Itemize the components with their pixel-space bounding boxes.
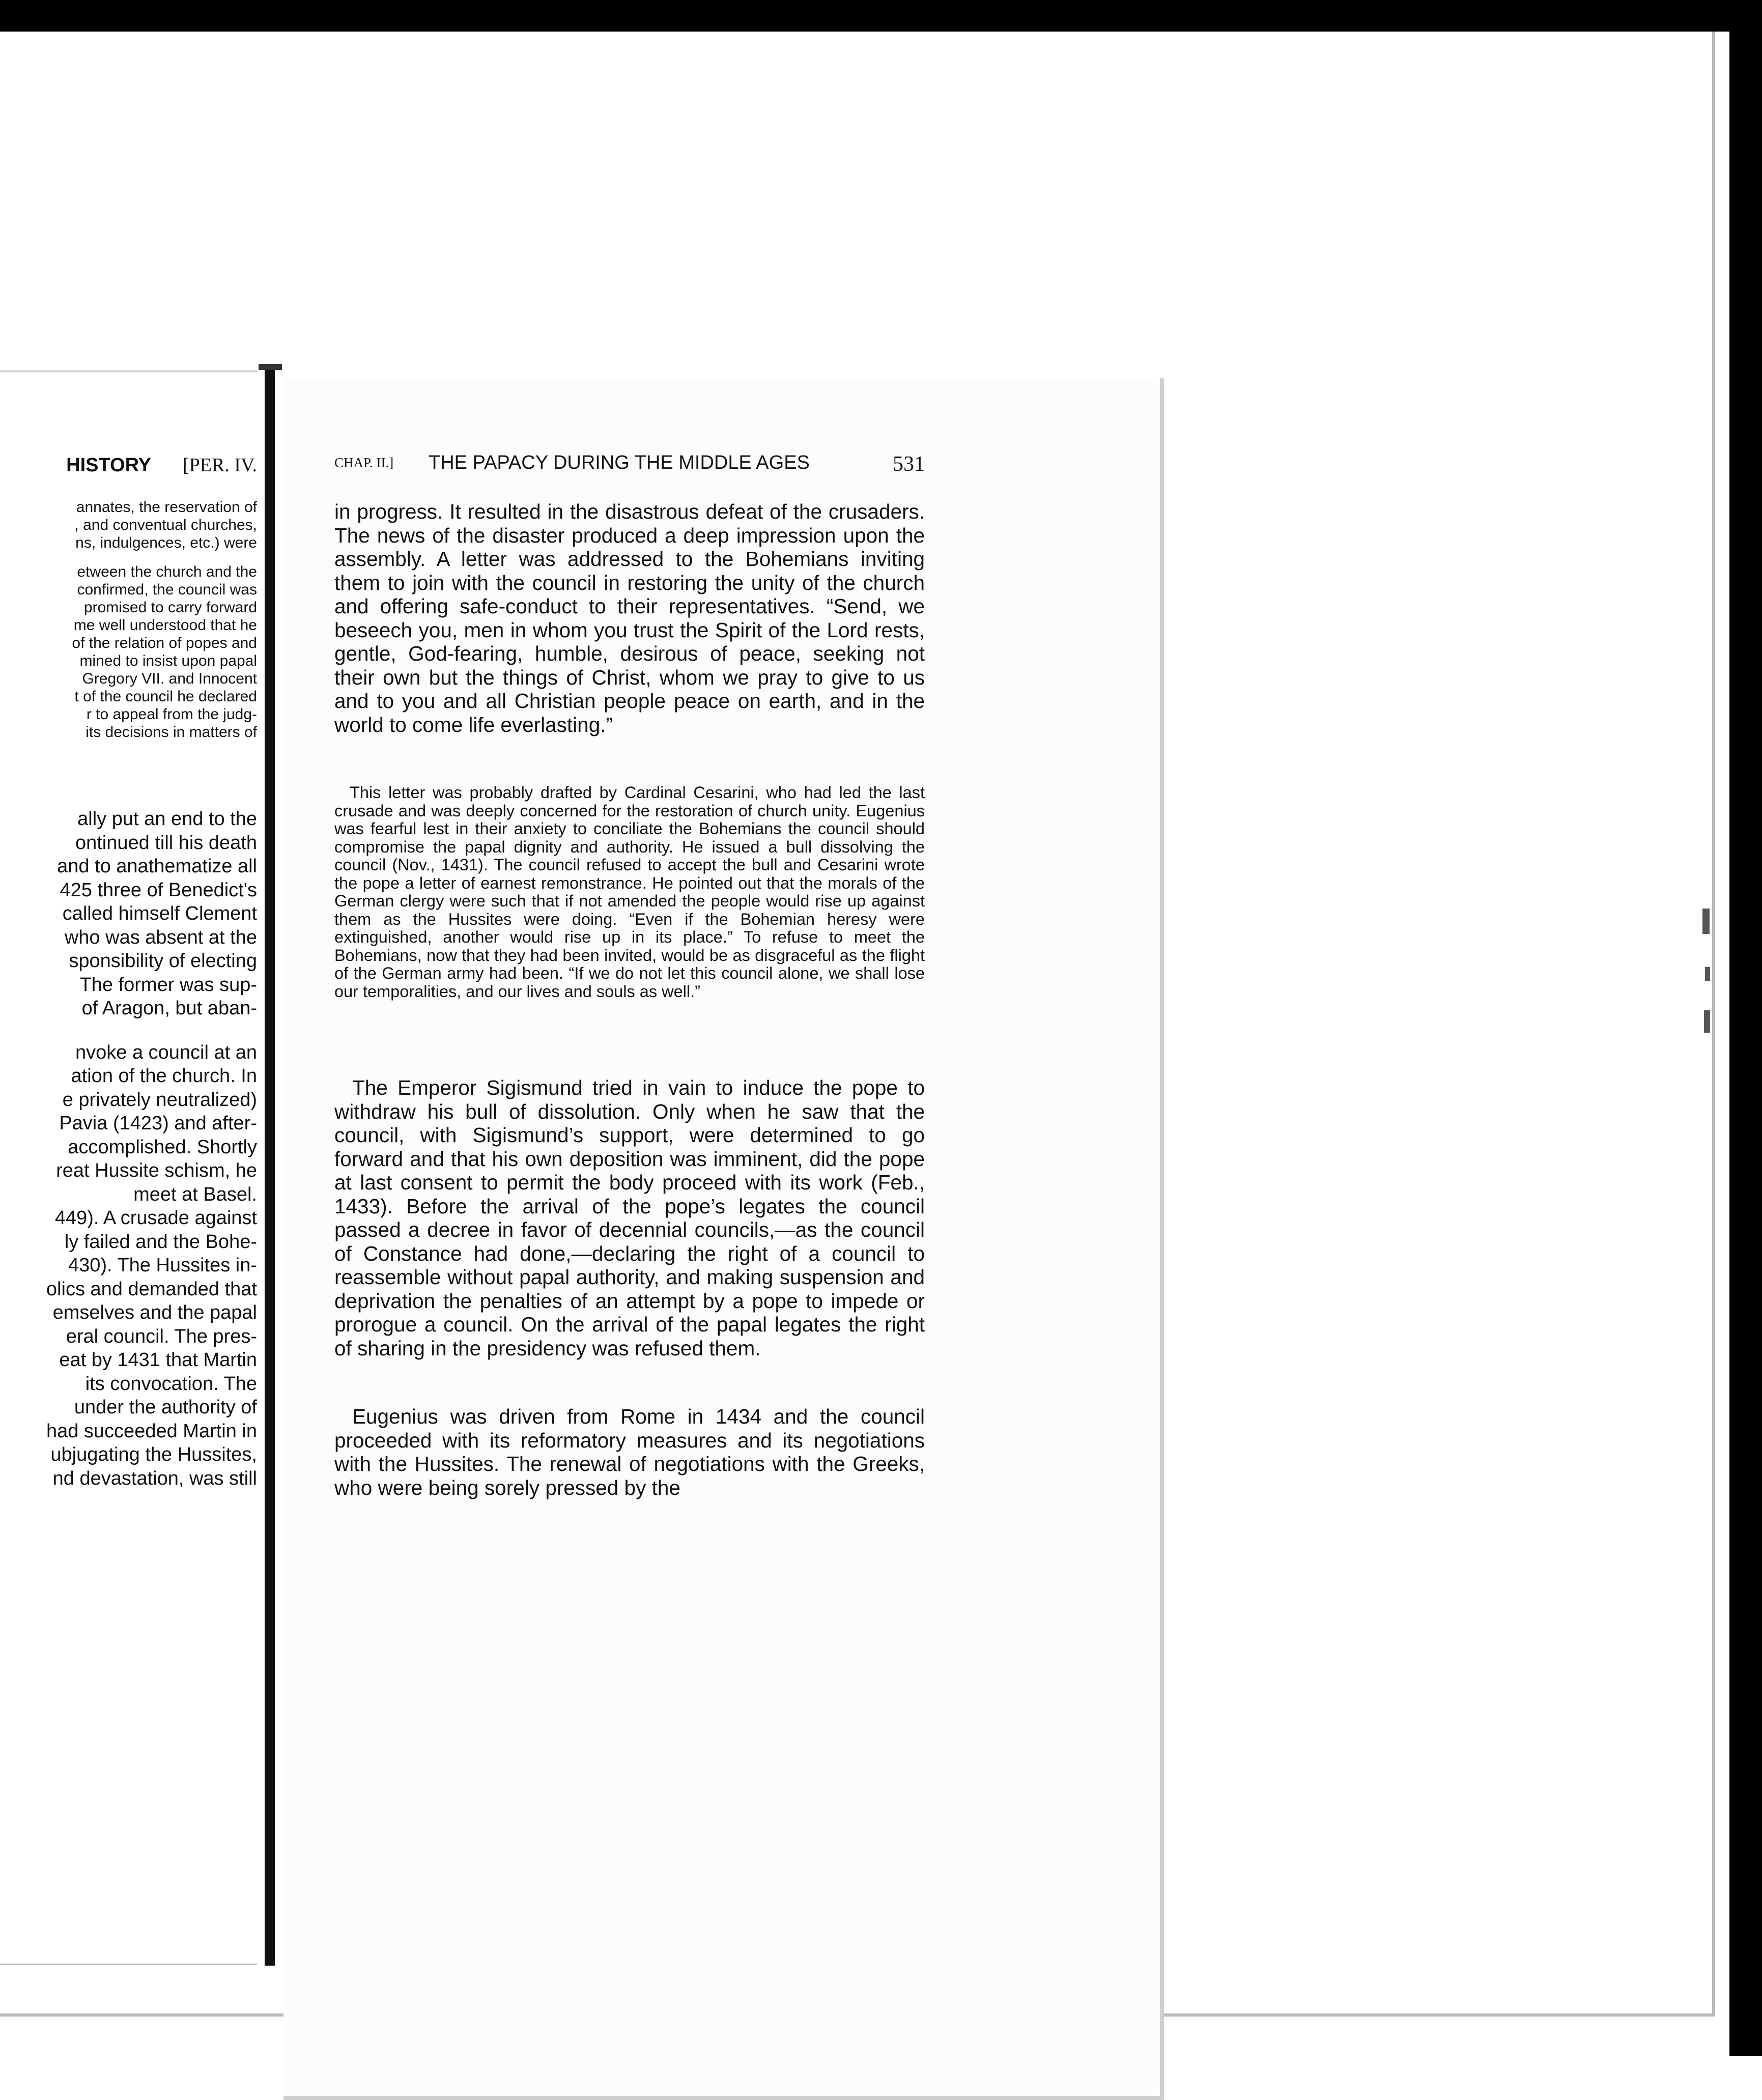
scan-right-border (1729, 0, 1762, 2056)
left-line: promised to carry forward (83, 599, 257, 616)
left-line: olics and demanded that (46, 1278, 257, 1300)
left-line: 425 three of Benedict's (60, 879, 257, 901)
left-line: 449). A crusade against (54, 1207, 257, 1229)
left-line: of Aragon, but aban- (81, 998, 257, 1019)
left-line: eral council. The pres- (66, 1325, 257, 1347)
left-line: mined to insist upon papal (79, 652, 257, 669)
left-line: had succeeded Martin in (46, 1420, 257, 1442)
book-gutter-top (259, 364, 282, 370)
left-line: , and conventual churches, (74, 517, 257, 533)
left-line: ontinued till his death (75, 832, 257, 854)
left-line: eat by 1431 that Martin (59, 1349, 257, 1371)
left-line: e privately neutralized) (62, 1089, 257, 1111)
left-line: ally put an end to the (77, 808, 257, 830)
footnote-text: This letter was probably drafted by Cardinal Cesarini, who had led the last crusade and was deeply concerned for the restoration of church unity. Eugenius was fearful lest in their anxiety to conciliate the Bohemians the council should compromise the papal dignity and authority. He issued a bull dissolving the council (Nov., 1431). The council refused to accept the bull and Cesarini wrote the pope a letter of earnest remonstrance. He pointed out that the morals of the German clergy were such that if not amended the people would rise up against them as the Hussites were doing. “Even if the Bohemian heresy were extinguished, another would rise up in its place.” To refuse to meet the Bohemians, now that they had been invited, would be as disgraceful as the flight of the German army had been. “If we do not let this council alone, we shall lose our temporalities, and our lives and souls as well.” (334, 783, 925, 1001)
scan-speck (1704, 1010, 1710, 1033)
left-page (0, 371, 257, 1965)
left-line: ubjugating the Hussites, (50, 1444, 257, 1465)
left-line: called himself Clement (62, 903, 257, 924)
book-gutter (265, 366, 275, 1966)
left-line: ly failed and the Bohe- (64, 1231, 257, 1253)
left-line: The former was sup- (79, 974, 257, 996)
left-running-head (0, 454, 257, 476)
scan-speck (1705, 967, 1710, 981)
left-running-period: [PER. IV. (182, 455, 257, 476)
left-line: nvoke a council at an (75, 1041, 257, 1063)
scan-top-border (0, 0, 1762, 32)
left-line: confirmed, the council was (77, 581, 257, 598)
left-line: of the relation of popes and (72, 635, 257, 651)
left-line: emselves and the papal (52, 1302, 257, 1323)
scan-speck (1702, 909, 1710, 934)
left-line: and to anathematize all (57, 856, 257, 877)
left-line: reat Hussite schism, he (56, 1160, 257, 1181)
left-line: meet at Basel. (133, 1183, 257, 1205)
left-line: annates, the reservation of (76, 499, 257, 516)
left-line: etween the church and the (77, 563, 257, 580)
left-line: 430). The Hussites in- (68, 1255, 257, 1276)
left-line: me well understood that he (73, 617, 257, 634)
left-line: t of the council he declared (74, 688, 257, 705)
left-running-title: HISTORY (66, 455, 151, 476)
paragraph-2: The Emperor Sigismund tried in vain to induce the pope to withdraw his bull of dissolution. Only when he saw that the council, with Sigismund’s support, were determined to go forward and that his own deposition was imminent, did the pope at last consent to permit the body proceed with its work (Feb., 1433). Before the arrival of the pope’s legates the council passed a decree in favor of decennial councils,—as the council of Constance had done,—declaring the right of a council to reassemble without papal authority, and making suspension and deprivation the penalties of an attempt by a pope to impede or prorogue a council. On the arrival of the papal legates the right of sharing in the presidency was refused them. (334, 1076, 925, 1360)
left-line: accomplished. Shortly (68, 1136, 257, 1158)
left-line: r to appeal from the judg- (86, 706, 257, 723)
chapter-label: CHAP. II.] (334, 455, 394, 470)
left-line: who was absent at the (64, 926, 257, 948)
right-page (283, 378, 1164, 2100)
left-line: under the authority of (74, 1397, 257, 1418)
left-line: its convocation. The (85, 1373, 257, 1395)
page-number: 531 (893, 452, 925, 476)
paragraph-1: in progress. It resulted in the disastrous defeat of the crusaders. The news of the disaster produced a deep impression upon the assembly. A letter was addressed to the Bohemians inviting them to join with the council in restoring the unity of the church and offering safe-conduct to their representatives. “Send, we beseech you, men in whom you trust the Spirit of the Lord rests, gentle, God-fearing, humble, desirous of peace, seeking not their own but the things of Christ, whom we pray to give to us and to you and all Christian people peace on earth, and in the world to come life everlasting.” (334, 500, 925, 736)
paragraph-3: Eugenius was driven from Rome in 1434 and the council proceeded with its reformatory measures and its negotiations with the Hussites. The renewal of negotiations with the Greeks, who were being sorely pressed by the (334, 1405, 925, 1499)
left-line: nd devastation, was still (52, 1467, 257, 1489)
left-line: Pavia (1423) and after- (59, 1113, 257, 1134)
left-line: ation of the church. In (71, 1065, 257, 1087)
left-line: its decisions in matters of (86, 724, 257, 741)
left-line: ns, indulgences, etc.) were (75, 534, 257, 551)
left-line: Gregory VII. and Innocent (82, 670, 257, 687)
running-title: THE PAPACY DURING THE MIDDLE AGES (429, 452, 810, 473)
left-line: sponsibility of electing (69, 950, 257, 972)
running-head (334, 452, 925, 479)
